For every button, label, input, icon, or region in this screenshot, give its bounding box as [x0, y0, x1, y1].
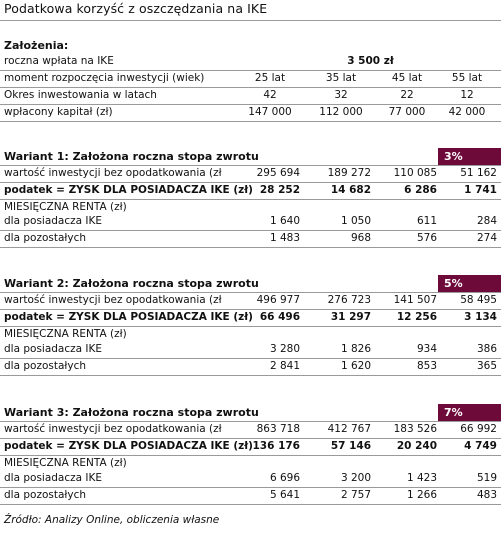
investment-value-cell: 66 992	[460, 423, 497, 435]
others-cell: 365	[476, 360, 497, 372]
investment-value-cell: 496 977	[256, 294, 300, 306]
capital-cell: 147 000	[248, 106, 292, 118]
page-title: Podatkowa korzyść z oszczędzania na IKE	[4, 1, 268, 16]
monthly-rent-label: MIESIĘCZNA RENTA (zł)	[4, 201, 127, 213]
investment-value-cell: 276 723	[327, 294, 371, 306]
holder-label: dla posiadacza IKE	[4, 472, 103, 484]
start-age-cell: 25 lat	[254, 72, 286, 84]
holder-row	[0, 341, 501, 359]
rate-badge-text: 5%	[444, 277, 463, 290]
capital-cell: 77 000	[388, 106, 426, 118]
holder-cell: 1 050	[340, 215, 371, 227]
assumptions-header: Założenia:	[4, 39, 69, 52]
others-cell: 2 841	[269, 360, 300, 372]
period-cell: 32	[334, 89, 348, 101]
tax-gain-cell: 20 240	[396, 440, 437, 452]
tax-gain-row	[0, 182, 501, 200]
holder-cell: 1 423	[406, 472, 437, 484]
monthly-rent-label: MIESIĘCZNA RENTA (zł)	[4, 457, 127, 469]
holder-cell: 284	[476, 215, 497, 227]
holder-cell: 1 640	[269, 215, 300, 227]
others-cell: 968	[350, 232, 371, 244]
investment-value-row	[0, 165, 501, 183]
holder-cell: 519	[476, 472, 497, 484]
assumptions-header-row	[0, 37, 501, 54]
tax-gain-cell: 12 256	[396, 311, 437, 323]
variant-2-header: Wariant 2: Założona roczna stopa zwrotu	[4, 277, 259, 290]
rate-badge-text: 3%	[444, 150, 463, 163]
capital-cell: 42 000	[448, 106, 486, 118]
holder-cell: 3 200	[340, 472, 371, 484]
investment-value-label: wartość inwestycji bez opodatkowania (zł	[4, 167, 222, 179]
tax-gain-cell: 1 741	[464, 184, 497, 196]
others-cell: 1 266	[406, 489, 437, 501]
investment-value-label: wartość inwestycji bez opodatkowania (zł	[4, 423, 222, 435]
tax-gain-cell: 31 297	[330, 311, 371, 323]
holder-cell: 934	[416, 343, 437, 355]
investment-value-cell: 183 526	[393, 423, 437, 435]
investment-value-cell: 189 272	[327, 167, 371, 179]
others-cell: 483	[476, 489, 497, 501]
capital-cell: 112 000	[319, 106, 363, 118]
others-cell: 1 620	[340, 360, 371, 372]
holder-cell: 1 826	[340, 343, 371, 355]
title-divider	[0, 20, 501, 21]
others-label: dla pozostałych	[4, 489, 87, 501]
period-cell: 12	[460, 89, 474, 101]
investment-value-cell: 863 718	[256, 423, 300, 435]
holder-cell: 611	[416, 215, 437, 227]
capital-row	[0, 104, 501, 122]
others-cell: 5 641	[269, 489, 300, 501]
variant-3-header: Wariant 3: Założona roczna stopa zwrotu	[4, 406, 259, 419]
tax-gain-cell: 136 176	[252, 440, 300, 452]
tax-gain-cell: 3 134	[464, 311, 497, 323]
period-label: Okres inwestowania w latach	[4, 89, 157, 101]
rate-badge	[438, 148, 501, 165]
variant-1-header: Wariant 1: Założona roczna stopa zwrotu	[4, 150, 259, 163]
variant-3-header-row	[0, 404, 501, 422]
others-row	[0, 487, 501, 505]
others-cell: 2 757	[340, 489, 371, 501]
investment-value-cell: 58 495	[460, 294, 497, 306]
investment-value-row	[0, 292, 501, 310]
investment-value-row	[0, 421, 501, 439]
others-row	[0, 230, 501, 248]
variant-2-header-row	[0, 275, 501, 293]
capital-label: wpłacony kapitał (zł)	[4, 106, 113, 118]
holder-cell: 6 696	[269, 472, 300, 484]
annual-payment-value: 3 500 zł	[347, 55, 394, 67]
tax-gain-cell: 66 496	[259, 311, 300, 323]
others-cell: 853	[416, 360, 437, 372]
holder-cell: 386	[476, 343, 497, 355]
investment-value-label: wartość inwestycji bez opodatkowania (zł	[4, 294, 222, 306]
others-label: dla pozostałych	[4, 232, 87, 244]
others-row	[0, 358, 501, 376]
tax-gain-label: podatek = ZYSK DLA POSIADACZA IKE (zł)	[4, 440, 253, 452]
start-age-row	[0, 70, 501, 88]
annual-payment-label: roczna wpłata na IKE	[4, 55, 114, 67]
tax-gain-label: podatek = ZYSK DLA POSIADACZA IKE (zł)	[4, 184, 253, 196]
holder-row	[0, 213, 501, 231]
holder-label: dla posiadacza IKE	[4, 215, 103, 227]
investment-value-cell: 412 767	[327, 423, 371, 435]
holder-row	[0, 470, 501, 488]
monthly-rent-label: MIESIĘCZNA RENTA (zł)	[4, 328, 127, 340]
period-cell: 22	[400, 89, 414, 101]
holder-cell: 3 280	[269, 343, 300, 355]
others-label: dla pozostałych	[4, 360, 87, 372]
start-age-cell: 35 lat	[325, 72, 357, 84]
tax-gain-cell: 28 252	[259, 184, 300, 196]
others-cell: 1 483	[269, 232, 300, 244]
period-cell: 42	[263, 89, 277, 101]
tax-gain-row	[0, 438, 501, 456]
tax-gain-cell: 57 146	[330, 440, 371, 452]
start-age-cell: 55 lat	[451, 72, 483, 84]
variant-1-header-row	[0, 148, 501, 166]
others-cell: 576	[416, 232, 437, 244]
rate-badge-text: 7%	[444, 406, 463, 419]
start-age-label: moment rozpoczęcia inwestycji (wiek)	[4, 72, 205, 84]
investment-value-cell: 295 694	[256, 167, 300, 179]
rate-badge	[438, 275, 501, 292]
annual-payment-row	[0, 53, 501, 71]
rate-badge	[438, 404, 501, 421]
investment-value-cell: 51 162	[460, 167, 497, 179]
tax-gain-cell: 6 286	[404, 184, 437, 196]
source-note: Źródło: Analizy Online, obliczenia własne	[4, 514, 220, 526]
tax-gain-row	[0, 309, 501, 327]
start-age-cell: 45 lat	[391, 72, 423, 84]
tax-gain-cell: 14 682	[330, 184, 371, 196]
investment-value-cell: 110 085	[393, 167, 437, 179]
tax-gain-label: podatek = ZYSK DLA POSIADACZA IKE (zł)	[4, 311, 253, 323]
tax-gain-cell: 4 749	[464, 440, 497, 452]
period-row	[0, 87, 501, 105]
others-cell: 274	[476, 232, 497, 244]
holder-label: dla posiadacza IKE	[4, 343, 103, 355]
investment-value-cell: 141 507	[393, 294, 437, 306]
